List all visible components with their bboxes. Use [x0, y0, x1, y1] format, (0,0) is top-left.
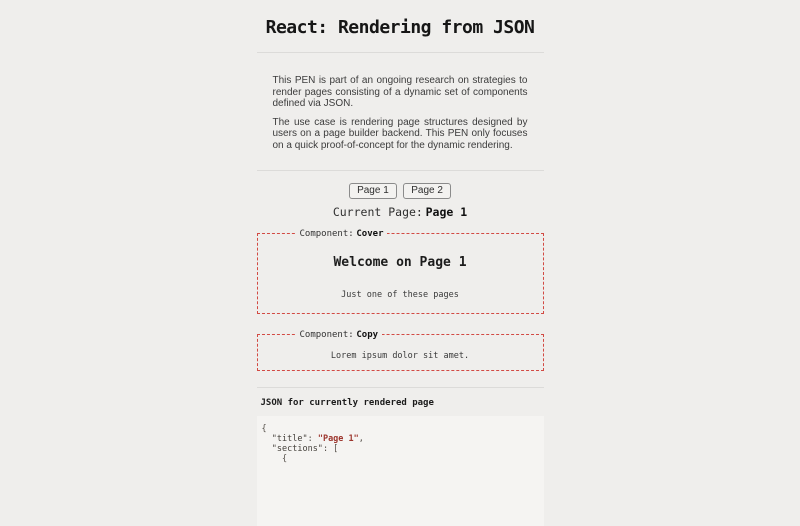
component-copy-legend — [296, 330, 383, 340]
code-line — [262, 444, 539, 454]
code-token-punct: { — [281, 453, 288, 464]
component-legend-name: Copy — [356, 329, 379, 340]
json-code-block — [257, 416, 544, 526]
code-token-punct: : [ — [322, 443, 339, 454]
code-token-str: "Page 1" — [317, 433, 359, 444]
intro-paragraph-2: The use case is rendering page structures designed by users on a page builder backend. This PEN only focuses on a quick proof-of-concept for the dynamic rendering. — [272, 116, 528, 151]
code-token-plain — [262, 434, 272, 444]
code-token-key: "sections" — [271, 443, 323, 454]
component-cover-legend — [296, 229, 388, 239]
intro-section — [257, 75, 544, 151]
divider — [257, 387, 544, 388]
current-page-label: Current Page: — [332, 204, 423, 219]
component-legend-label: Component: — [299, 329, 354, 340]
current-page-value: Page 1 — [425, 204, 468, 219]
cover-subtext: Just one of these pages — [341, 289, 459, 300]
component-legend-label: Component: — [299, 228, 354, 239]
code-token-punct: : — [307, 433, 318, 444]
cover-heading: Welcome on Page 1 — [333, 254, 467, 270]
code-line — [262, 424, 539, 434]
code-token-punct: { — [261, 423, 267, 434]
code-line — [262, 434, 539, 444]
divider — [257, 170, 544, 171]
component-copy-preview — [257, 330, 544, 371]
current-page-status — [257, 205, 544, 219]
code-token-punct: , — [358, 433, 364, 444]
copy-text: Lorem ipsum dolor sit amet. — [330, 350, 470, 361]
component-legend-name: Cover — [356, 228, 384, 239]
code-line — [262, 454, 539, 464]
code-token-key: "title" — [271, 433, 308, 444]
intro-paragraph-1: This PEN is part of an ongoing research on strategies to render pages consisting of a dynamic set of components defined via JSON. — [272, 75, 528, 109]
code-token-plain — [262, 444, 272, 454]
pager — [257, 180, 544, 199]
page-container — [257, 14, 544, 526]
json-section-heading: JSON for currently rendered page — [260, 397, 434, 408]
page-title: React: Rendering from JSON — [265, 17, 535, 38]
page-1-button[interactable]: Page 1 — [349, 183, 397, 199]
page-2-button[interactable]: Page 2 — [403, 183, 451, 199]
component-cover-preview — [257, 229, 544, 314]
divider — [257, 52, 544, 53]
code-token-plain — [262, 454, 282, 464]
